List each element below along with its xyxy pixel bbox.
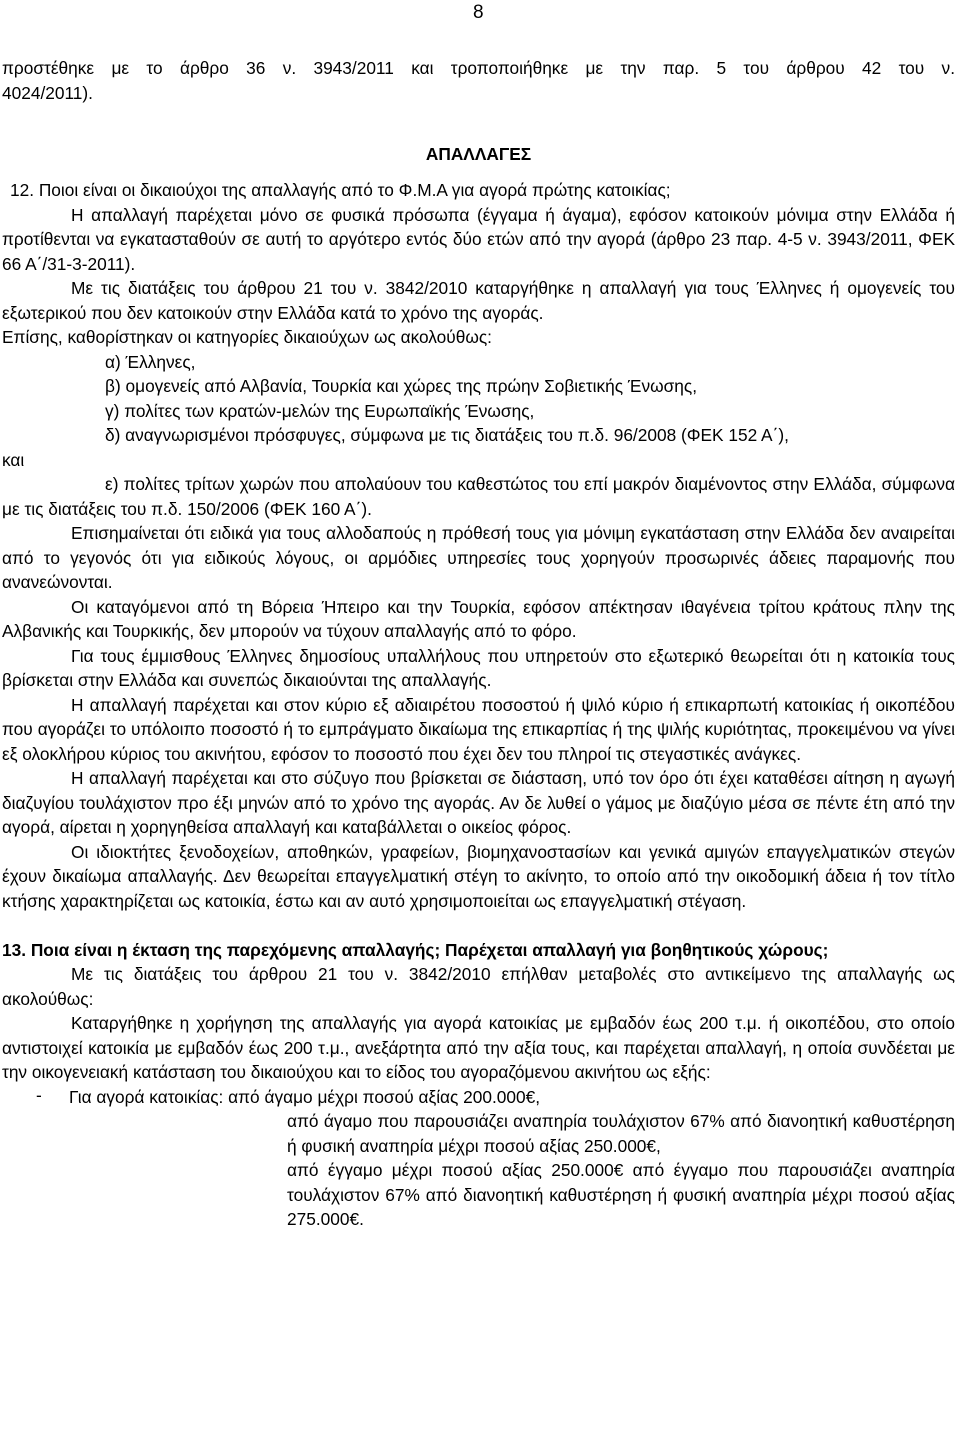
document-body [2, 56, 955, 1232]
q12-title: 12. Ποιοι είναι οι δικαιούχοι της απαλλαγής από το Φ.Μ.Α για αγορά πρώτης κατοικίας; [10, 180, 671, 200]
list-item: γ) πολίτες των κρατών-μελών της Ευρωπαϊκής Ένωσης, [105, 400, 535, 421]
q12-paragraph-1: Η απαλλαγή παρέχεται μόνο σε φυσικά πρόσωπα (έγγαμα ή άγαμα), εφόσον κατοικούν μόνιμα στην Ελλάδα ή προτίθενται να εγκατασταθούν σε αυτή το αργότερο εντός δύο ετών από την αγορά (άρθρο 23 παρ. 4-5 ν. 3943/2011, ΦΕΚ 66 Α΄/31-3-2011). [2, 204, 955, 274]
bullet-text: Για αγορά κατοικίας: από άγαμο μέχρι ποσού αξίας 200.000€, [69, 1086, 541, 1107]
q13-paragraph-1: Με τις διατάξεις του άρθρου 21 του ν. 3842/2010 επήλθαν μεταβολές στο αντικείμενο της απαλλαγής ως ακολούθως: [2, 964, 955, 1009]
section-heading: ΑΠΑΛΛΑΓΕΣ [425, 143, 532, 164]
q13-paragraph-2: Καταργήθηκε η χορήγηση της απαλλαγής για αγορά κατοικίας με εμβαδόν έως 200 τ.μ. ή οικοπέδου, στο οποίο αντιστοιχεί κατοικία με εμβαδόν έως 200 τ.μ., ανεξάρτητα από την αξία τους, και παρέχεται απαλλαγή, η οποία συνδέεται με την οικογενειακή κατάσταση του δικαιούχου και το είδος του αγοραζόμενου ακινήτου ως εξής: [2, 1013, 955, 1082]
q13-sub-item-1: από άγαμο που παρουσιάζει αναπηρία τουλάχιστον 67% από διανοητική καθυστέρηση ή φυσική αναπηρία μέχρι ποσού αξίας 250.000€, [287, 1111, 955, 1156]
list-item: α) Έλληνες, [105, 351, 196, 372]
q12-paragraph-5: Οι καταγόμενοι από τη Βόρεια Ήπειρο και την Τουρκία, εφόσον απέκτησαν ιθαγένεια τρίτου κράτους πλην της Αλβανικής και Τουρκικής, δεν μπορούν να τύχουν απαλλαγής από το φόρο. [2, 596, 955, 641]
q12-paragraph-9: Οι ιδιοκτήτες ξενοδοχείων, αποθηκών, γραφείων, βιομηχανοστασίων και γενικά αμιγών επαγγελματικών στεγών έχουν δικαίωμα απαλλαγής. Δεν θεωρείται επαγγελματική στέγη το ακίνητο, το οποίο από την οικοδομική άδεια ή τον τίτλο κτήσης χαρακτηρίζεται ως κατοικία, έστω και αν αυτό χρησιμοποιείται ως επαγγελματική στέγαση. [2, 841, 955, 911]
q12-paragraph-8: Η απαλλαγή παρέχεται και στο σύζυγο που βρίσκεται σε διάσταση, υπό τον όρο ότι έχει καταθέσει αίτηση η αγωγή διαζυγίου τουλάχιστον προ έξι μηνών από το χρόνο της αγοράς. Αν δε λυθεί ο γάμος με διαζύγιο μέσα σε πέντε έτη από την αγορά, αίρεται η χορηγηθείσα απαλλαγή και καταβάλλεται ο οικείος φόρος. [2, 768, 955, 837]
q13-sub-item-2: από έγγαμο μέχρι ποσού αξίας 250.000€ από έγγαμο που παρουσιάζει αναπηρία τουλάχιστον 67% από διανοητική καθυστέρηση ή φυσική αναπηρία μέχρι ποσού αξίας 275.000€. [287, 1160, 955, 1229]
q12-item-e: ε) πολίτες τρίτων χωρών που απολαύουν του καθεστώτος του επί μακρόν διαμένοντος στην Ελλάδα, σύμφωνα με τις διατάξεις του π.δ. 150/2006 (ΦΕΚ 160 Α΄). [2, 474, 955, 519]
q12-paragraph-4: Επισημαίνεται ότι ειδικά για τους αλλοδαπούς η πρόθεσή τους για μόνιμη εγκατάσταση στην Ελλάδα δεν αναιρείται από το γεγονός ότι για ειδικούς λόγους, οι αρμόδιες υπηρεσίες τους χορηγούν προσωρινές άδειες παραμονής που ανανεώνονται. [2, 523, 955, 592]
q12-paragraph-3: Επίσης, καθορίστηκαν οι κατηγορίες δικαιούχων ως ακολούθως: [2, 327, 492, 347]
q12-paragraph-7: Η απαλλαγή παρέχεται και στον κύριο εξ αδιαιρέτου ποσοστού ή ψιλό κύριο ή επικαρπωτή κατοικίας ή οικοπέδου που αγοράζει το υπόλοιπο ποσοστό ή το εμπράγματο δικαίωμα της επικαρπίας ή της ψιλής κυριότητας, προκειμένου να γίνει εξ ολοκλήρου κύριος του ακινήτου, εφόσον το ποσοστό που έχει δεν του πληροί τις στεγαστικές ανάγκες. [2, 694, 955, 764]
dash-marker: - [36, 1084, 42, 1105]
list-item: δ) αναγνωρισμένοι πρόσφυγες, σύμφωνα με τις διατάξεις του π.δ. 96/2008 (ΦΕΚ 152 Α΄), [105, 425, 789, 445]
intro-line-2: 4024/2011). [2, 82, 93, 103]
q12-beneficiary-list [2, 350, 955, 448]
q13-bullet-1 [2, 1085, 955, 1110]
q12-paragraph-6: Για τους έμμισθους Έλληνες δημοσίους υπαλλήλους που υπηρετούν στο εξωτερικό θεωρείται ότι η κατοικία τους βρίσκεται στην Ελλάδα και συνεπώς δικαιούνται της απαλλαγής. [2, 645, 955, 690]
page-number: 8 [473, 2, 484, 23]
q13-title: 13. Ποια είναι η έκταση της παρεχόμενης απαλλαγής; Παρέχεται απαλλαγή για βοηθητικούς χώρους; [2, 939, 829, 960]
q12-paragraph-2: Με τις διατάξεις του άρθρου 21 του ν. 3842/2010 καταργήθηκε η απαλλαγή για τους Έλληνες ή ομογενείς του εξωτερικού που δεν κατοικούν στην Ελλάδα κατά το χρόνο της αγοράς. [2, 278, 955, 323]
and-word: και [2, 449, 25, 470]
list-item: β) ομογενείς από Αλβανία, Τουρκία και χώρες της πρώην Σοβιετικής Ένωσης, [105, 376, 697, 396]
intro-line-1: προστέθηκε με το άρθρο 36 ν. 3943/2011 και τροποποιήθηκε με την παρ. 5 του άρθρου 42 του ν. [2, 58, 955, 78]
